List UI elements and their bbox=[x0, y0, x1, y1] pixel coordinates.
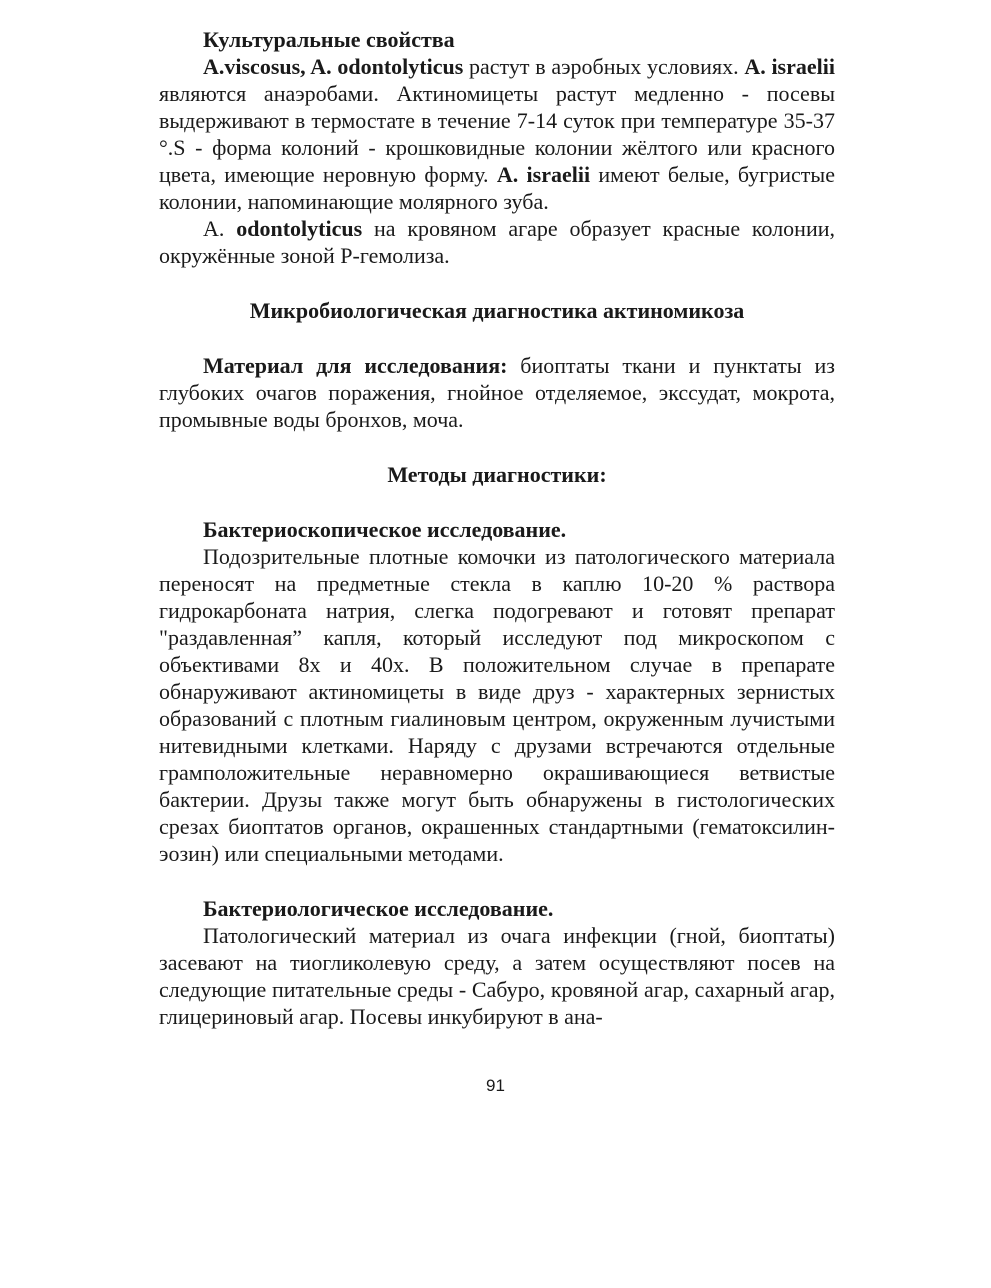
section-title-diagnostics: Микробиологическая диагностика актиномикоза bbox=[249, 298, 745, 323]
page-number: 91 bbox=[486, 1076, 505, 1095]
section-heading-bacterioscopic: Бактериоскопическое исследование. bbox=[203, 517, 567, 542]
species-name: odontolyticus bbox=[236, 216, 363, 241]
species-name: A. israelii bbox=[496, 162, 591, 187]
section-title-methods: Методы диагностики: bbox=[387, 462, 607, 487]
section-heading-bacteriological: Бактериологическое исследование. bbox=[203, 896, 554, 921]
paragraph-bacteriological: Патологический материал из очага инфекции (гной, биоптаты) засевают на тиогликолевую среду, а затем осуществляют посев на следующие питательные среды - Сабуро, кровяной агар, сахарный агар, глицериновый агар. Посевы инкубируют в ана- bbox=[159, 923, 835, 1029]
paragraph-material: Материал для исследования: биоптаты ткани и пунктаты из глубоких очагов поражения, гнойное отделяемое, экссудат, мокрота, промывные воды бронхов, моча. bbox=[159, 353, 835, 432]
document-page bbox=[159, 26, 835, 1030]
paragraph-cultural-1: A.viscosus, A. odontolyticus растут в аэробных условиях. A. israelii являются анаэробами. Актиномицеты растут медленно - посевы выдерживают в термостате в течение 7-14 суток при температуре 35-37 °.S - форма колоний - крошковидные колонии жёлтого или красного цвета, имеющие неровную форму. A. israelii имеют белые, бугристые колонии, напоминающие молярного зуба. bbox=[159, 54, 835, 214]
material-label: Материал для исследования: bbox=[203, 353, 508, 378]
section-heading-cultural: Культуральные свойства bbox=[203, 27, 455, 52]
paragraph-cultural-2: A. odontolyticus на кровяном агаре образует красные колонии, окружённые зоной Р-гемолиза. bbox=[159, 216, 835, 268]
species-name: A. israelii bbox=[744, 54, 835, 79]
paragraph-bacterioscopic: Подозрительные плотные комочки из патологического материала переносят на предметные стекла в каплю 10-20 % раствора гидрокарбоната натрия, слегка подогревают и готовят препарат "раздавленная” капля, который исследуют под микроскопом с объективами 8х и 40х. В положительном случае в препарате обнаруживают актиномицеты в виде друз - характерных зернистых образований с плотным гиалиновым центром, окруженным лучистыми нитевидными клетками. Наряду с друзами встречаются отдельные грамположительные неравномерно окрашивающиеся ветвистые бактерии. Друзы также могут быть обнаружены в гистологических срезах биоптатов органов, окрашенных стандартными (гематоксилин-эозин) или специальными методами. bbox=[159, 544, 835, 866]
species-name: A.viscosus, A. odontolyticus bbox=[203, 54, 464, 79]
